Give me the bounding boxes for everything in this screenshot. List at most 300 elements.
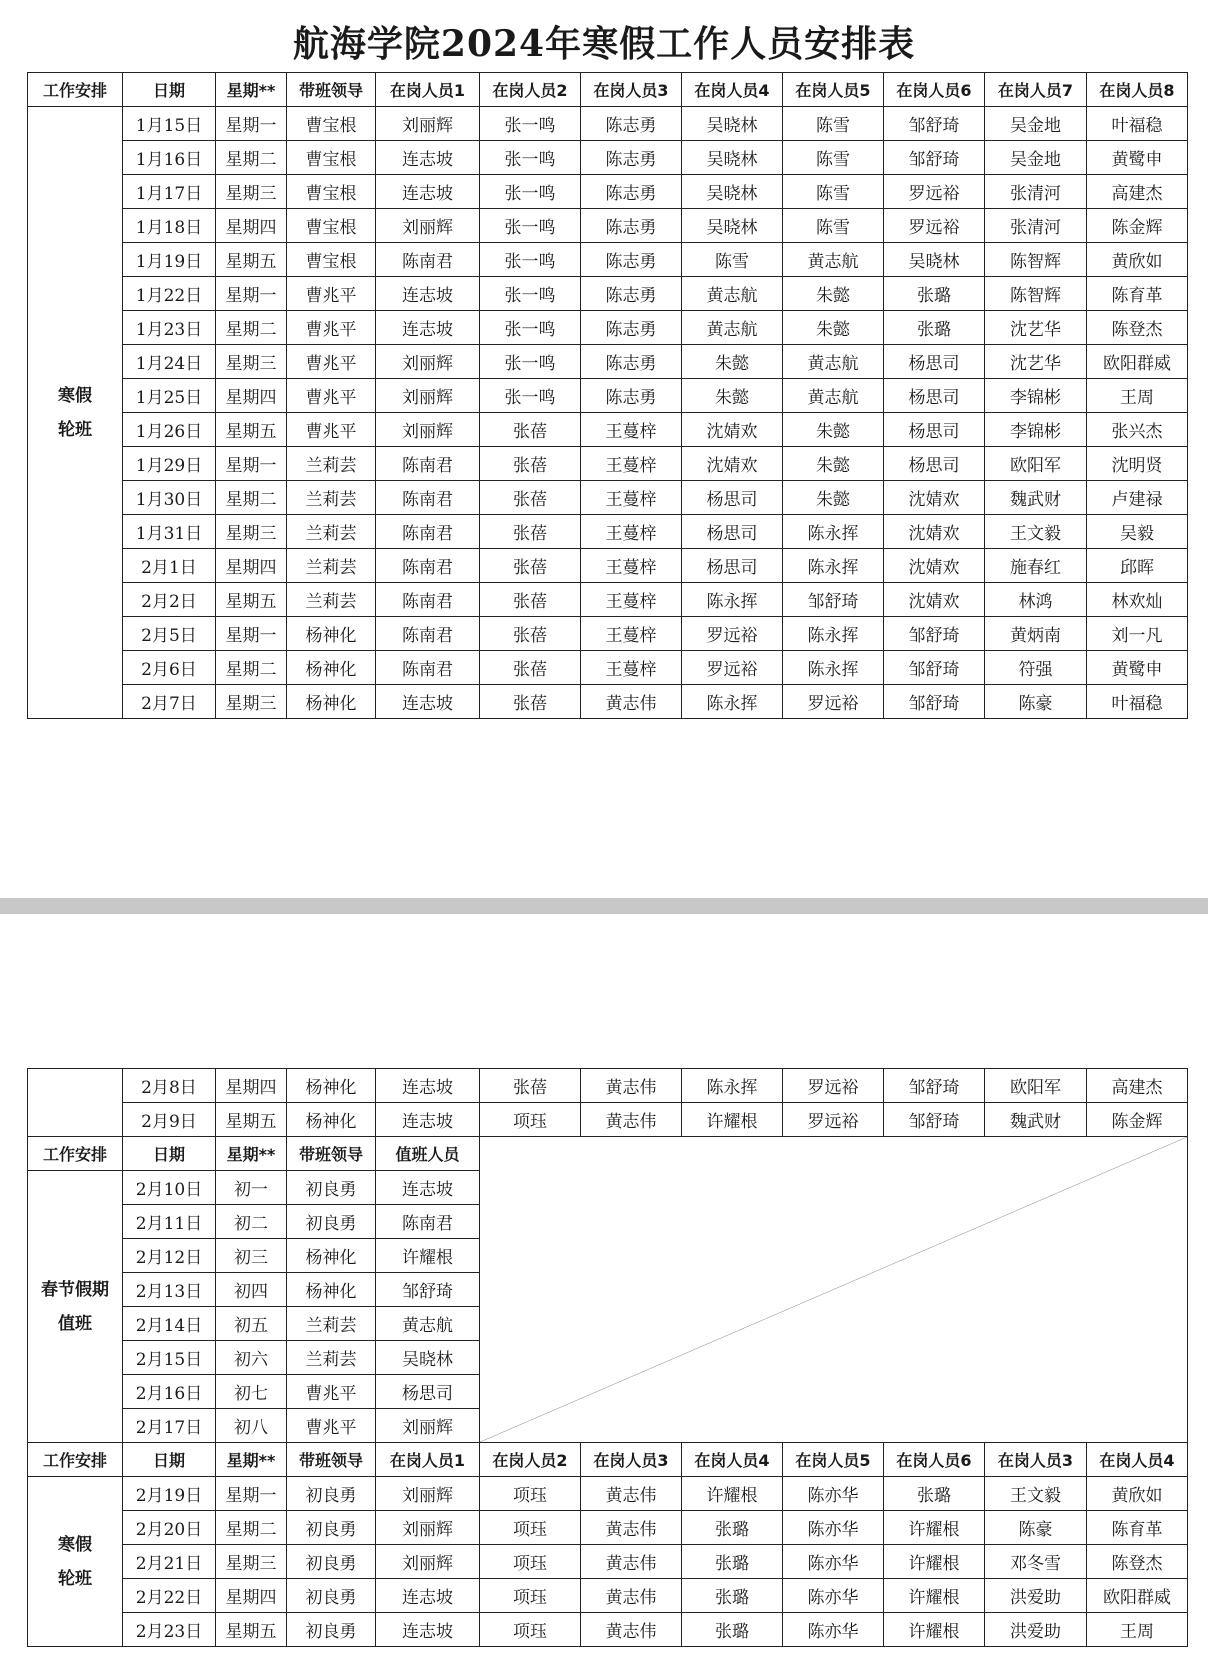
- table-cell: 星期二: [216, 141, 287, 175]
- table-cell: 杨思司: [376, 1375, 480, 1409]
- table-cell: 曹宝根: [287, 141, 376, 175]
- table-cell: 陈南君: [376, 583, 480, 617]
- table-cell: 兰莉芸: [287, 583, 376, 617]
- table-cell: 陈永挥: [783, 515, 884, 549]
- table-row: [28, 1579, 1188, 1613]
- table-cell: 陈南君: [376, 515, 480, 549]
- table-cell: 张蓓: [480, 549, 581, 583]
- table-cell: 邓冬雪: [985, 1545, 1087, 1579]
- column-header: 在岗人员8: [1087, 73, 1188, 107]
- table-cell: 初八: [216, 1409, 287, 1443]
- table-cell: 张蓓: [480, 651, 581, 685]
- table-cell: 2月21日: [123, 1545, 216, 1579]
- table-cell: 星期四: [216, 379, 287, 413]
- column-header: 工作安排: [28, 73, 123, 107]
- table-cell: 欧阳群威: [1087, 1579, 1188, 1613]
- table-cell: 星期五: [216, 1613, 287, 1647]
- table-cell: 陈亦华: [783, 1579, 884, 1613]
- table-row: [28, 1545, 1188, 1579]
- table-cell: 张璐: [682, 1613, 783, 1647]
- table-cell: 朱懿: [682, 345, 783, 379]
- table-cell: 刘丽辉: [376, 1409, 480, 1443]
- table-header-row: [28, 1443, 1188, 1477]
- table-cell: 王蔓梓: [581, 447, 682, 481]
- table-cell: 星期二: [216, 651, 287, 685]
- table-cell: 邹舒琦: [376, 1273, 480, 1307]
- table-cell: 张一鸣: [480, 311, 581, 345]
- table-cell: 黄欣如: [1087, 1477, 1188, 1511]
- table-cell: 2月1日: [123, 549, 216, 583]
- table-cell: 吴晓林: [376, 1341, 480, 1375]
- table-cell: 许耀根: [376, 1239, 480, 1273]
- table-cell: 2月9日: [123, 1103, 216, 1137]
- table-cell: 张一鸣: [480, 277, 581, 311]
- table-cell: 黄志伟: [581, 1103, 682, 1137]
- category-cell: 春节假期值班: [28, 1171, 123, 1443]
- table-cell: 邱晖: [1087, 549, 1188, 583]
- table-cell: 陈志勇: [581, 175, 682, 209]
- table-cell: 2月6日: [123, 651, 216, 685]
- table-cell: 张璐: [682, 1511, 783, 1545]
- table-cell: 1月25日: [123, 379, 216, 413]
- table-cell: 2月12日: [123, 1239, 216, 1273]
- table-row: [28, 1477, 1188, 1511]
- table-cell: 王蔓梓: [581, 583, 682, 617]
- column-header: 在岗人员5: [783, 73, 884, 107]
- table-cell: 1月16日: [123, 141, 216, 175]
- table-cell: 2月2日: [123, 583, 216, 617]
- table-cell: 陈亦华: [783, 1613, 884, 1647]
- table-cell: 朱懿: [783, 413, 884, 447]
- table-cell: 陈雪: [783, 141, 884, 175]
- table-cell: 洪爱助: [985, 1613, 1087, 1647]
- table-cell: 许耀根: [884, 1579, 985, 1613]
- table-row: [28, 243, 1188, 277]
- table-cell: 兰莉芸: [287, 1307, 376, 1341]
- column-header: 在岗人员6: [884, 73, 985, 107]
- table-cell: 张璐: [682, 1545, 783, 1579]
- table-row: [28, 209, 1188, 243]
- table-cell: 初良勇: [287, 1545, 376, 1579]
- table-cell: 魏武财: [985, 481, 1087, 515]
- table-cell: 初良勇: [287, 1205, 376, 1239]
- table-cell: 黄志航: [783, 379, 884, 413]
- table-cell: 陈志勇: [581, 277, 682, 311]
- table-cell: 杨思司: [682, 481, 783, 515]
- table-cell: 陈南君: [376, 1205, 480, 1239]
- column-header: 星期**: [216, 1137, 287, 1171]
- table-cell: 吴金地: [985, 141, 1087, 175]
- table-cell: 刘丽辉: [376, 107, 480, 141]
- table-cell: 2月17日: [123, 1409, 216, 1443]
- table-row: [28, 345, 1188, 379]
- table-cell: 邹舒琦: [884, 1103, 985, 1137]
- table-cell: 陈志勇: [581, 345, 682, 379]
- table-cell: 张蓓: [480, 447, 581, 481]
- table-cell: 黄鹭申: [1087, 141, 1188, 175]
- table-cell: 邹舒琦: [884, 617, 985, 651]
- table-cell: 星期五: [216, 583, 287, 617]
- table-cell: 曹宝根: [287, 209, 376, 243]
- table-cell: 项珏: [480, 1477, 581, 1511]
- table-cell: 杨思司: [682, 515, 783, 549]
- table-cell: 初良勇: [287, 1579, 376, 1613]
- table-cell: 许耀根: [884, 1613, 985, 1647]
- table-cell: 许耀根: [884, 1545, 985, 1579]
- table-cell: 初五: [216, 1307, 287, 1341]
- table-cell: 星期三: [216, 345, 287, 379]
- table-cell: 沈婧欢: [884, 515, 985, 549]
- table-row: [28, 515, 1188, 549]
- table-cell: 张清河: [985, 175, 1087, 209]
- table-cell: 张一鸣: [480, 345, 581, 379]
- table-cell: 1月31日: [123, 515, 216, 549]
- table-row: [28, 141, 1188, 175]
- table-cell: 2月22日: [123, 1579, 216, 1613]
- table-cell: 陈亦华: [783, 1511, 884, 1545]
- table-cell: 卢建禄: [1087, 481, 1188, 515]
- table-cell: 曹宝根: [287, 243, 376, 277]
- table-cell: 杨思司: [884, 345, 985, 379]
- table-cell: 叶福稳: [1087, 685, 1188, 719]
- table-row: [28, 549, 1188, 583]
- table-cell: 曹宝根: [287, 107, 376, 141]
- table-cell: 张璐: [884, 311, 985, 345]
- table-cell: 初三: [216, 1239, 287, 1273]
- table-cell: 黄志伟: [581, 1579, 682, 1613]
- table-cell: 曹宝根: [287, 175, 376, 209]
- table-header-row: [28, 1137, 1188, 1171]
- table-cell: 沈婧欢: [884, 583, 985, 617]
- table-cell: 张蓓: [480, 481, 581, 515]
- table-cell: 初良勇: [287, 1511, 376, 1545]
- column-header: 在岗人员5: [783, 1443, 884, 1477]
- table-cell: 邹舒琦: [783, 583, 884, 617]
- table-row: [28, 617, 1188, 651]
- table-cell: 星期一: [216, 617, 287, 651]
- table-cell: 陈登杰: [1087, 1545, 1188, 1579]
- table-cell: 陈南君: [376, 651, 480, 685]
- table-cell: 王蔓梓: [581, 413, 682, 447]
- table-cell: 黄志航: [783, 345, 884, 379]
- table-cell: 吴晓林: [682, 209, 783, 243]
- table-cell: 陈南君: [376, 243, 480, 277]
- table-cell: 陈育革: [1087, 277, 1188, 311]
- table-cell: 吴晓林: [884, 243, 985, 277]
- table-row: [28, 1103, 1188, 1137]
- table-cell: 吴金地: [985, 107, 1087, 141]
- table-row: [28, 311, 1188, 345]
- table-cell: 初良勇: [287, 1477, 376, 1511]
- column-header: 星期**: [216, 1443, 287, 1477]
- table-cell: 陈豪: [985, 1511, 1087, 1545]
- table-cell: 张一鸣: [480, 107, 581, 141]
- table-cell: 陈雪: [682, 243, 783, 277]
- table-cell: 2月11日: [123, 1205, 216, 1239]
- table-cell: 杨思司: [884, 447, 985, 481]
- table-cell: 兰莉芸: [287, 515, 376, 549]
- table-cell: 符强: [985, 651, 1087, 685]
- table-cell: 陈南君: [376, 481, 480, 515]
- category-cell-continued: [28, 1069, 123, 1137]
- table-cell: 陈智辉: [985, 243, 1087, 277]
- table-cell: 罗远裕: [783, 1103, 884, 1137]
- table-cell: 沈艺华: [985, 345, 1087, 379]
- table-row: [28, 175, 1188, 209]
- table-cell: 罗远裕: [783, 1069, 884, 1103]
- category-cell: 寒假轮班: [28, 107, 123, 719]
- table-cell: 星期五: [216, 1103, 287, 1137]
- table-cell: 黄志伟: [581, 1511, 682, 1545]
- table-cell: 张一鸣: [480, 209, 581, 243]
- column-header: 在岗人员3: [581, 73, 682, 107]
- table-cell: 林鸿: [985, 583, 1087, 617]
- table-cell: 陈亦华: [783, 1545, 884, 1579]
- table-cell: 刘一凡: [1087, 617, 1188, 651]
- table-cell: 罗远裕: [884, 209, 985, 243]
- table-cell: 项珏: [480, 1103, 581, 1137]
- table-cell: 张蓓: [480, 583, 581, 617]
- table-cell: 2月20日: [123, 1511, 216, 1545]
- table-cell: 星期一: [216, 1477, 287, 1511]
- table-cell: 李锦彬: [985, 379, 1087, 413]
- table-cell: 星期四: [216, 549, 287, 583]
- table-cell: 杨思司: [884, 379, 985, 413]
- table-row: [28, 1511, 1188, 1545]
- column-header: 在岗人员1: [376, 73, 480, 107]
- table-cell: 欧阳军: [985, 1069, 1087, 1103]
- table-cell: 1月23日: [123, 311, 216, 345]
- table-cell: 张清河: [985, 209, 1087, 243]
- table-cell: 张蓓: [480, 617, 581, 651]
- table-cell: 兰莉芸: [287, 549, 376, 583]
- table-cell: 刘丽辉: [376, 413, 480, 447]
- table-cell: 初四: [216, 1273, 287, 1307]
- table-cell: 王周: [1087, 379, 1188, 413]
- table-cell: 张璐: [884, 1477, 985, 1511]
- category-cell: 寒假轮班: [28, 1477, 123, 1647]
- table-cell: 陈智辉: [985, 277, 1087, 311]
- table-cell: 黄志航: [376, 1307, 480, 1341]
- table-cell: 星期二: [216, 311, 287, 345]
- table-cell: 兰莉芸: [287, 447, 376, 481]
- table-cell: 1月24日: [123, 345, 216, 379]
- table-cell: 张蓓: [480, 515, 581, 549]
- table-cell: 杨思司: [682, 549, 783, 583]
- column-header: 在岗人员7: [985, 73, 1087, 107]
- column-header: 在岗人员3: [985, 1443, 1087, 1477]
- table-row: [28, 481, 1188, 515]
- table-cell: 张兴杰: [1087, 413, 1188, 447]
- table-cell: 高建杰: [1087, 175, 1188, 209]
- table-cell: 陈永挥: [783, 651, 884, 685]
- table-cell: 陈志勇: [581, 141, 682, 175]
- table-cell: 2月13日: [123, 1273, 216, 1307]
- table-cell: 星期一: [216, 107, 287, 141]
- table-header-row: [28, 73, 1188, 107]
- table-cell: 沈艺华: [985, 311, 1087, 345]
- table-cell: 刘丽辉: [376, 379, 480, 413]
- table-cell: 陈永挥: [682, 1069, 783, 1103]
- table-cell: 邹舒琦: [884, 651, 985, 685]
- table-cell: 欧阳军: [985, 447, 1087, 481]
- table-row: [28, 107, 1188, 141]
- table-cell: 朱懿: [783, 447, 884, 481]
- column-header: 带班领导: [287, 1137, 376, 1171]
- table-cell: 2月7日: [123, 685, 216, 719]
- table-cell: 连志坡: [376, 685, 480, 719]
- table-cell: 张蓓: [480, 1069, 581, 1103]
- table-cell: 黄志伟: [581, 1545, 682, 1579]
- table-cell: 1月18日: [123, 209, 216, 243]
- table-cell: 陈登杰: [1087, 311, 1188, 345]
- table-cell: 许耀根: [884, 1511, 985, 1545]
- table-cell: 陈志勇: [581, 379, 682, 413]
- table-cell: 沈婧欢: [884, 549, 985, 583]
- table-cell: 沈婧欢: [884, 481, 985, 515]
- table-cell: 张一鸣: [480, 141, 581, 175]
- page-2: [0, 914, 1208, 1672]
- blank-diagonal-cell: [480, 1137, 1188, 1443]
- table-cell: 曹兆平: [287, 345, 376, 379]
- column-header: 在岗人员3: [581, 1443, 682, 1477]
- diagonal-line: [480, 1137, 1187, 1442]
- table-cell: 曹兆平: [287, 277, 376, 311]
- table-cell: 2月16日: [123, 1375, 216, 1409]
- table-cell: 黄鹭申: [1087, 651, 1188, 685]
- table-cell: 黄志伟: [581, 1477, 682, 1511]
- table-cell: 王蔓梓: [581, 651, 682, 685]
- table-cell: 陈永挥: [682, 583, 783, 617]
- table-cell: 项珏: [480, 1511, 581, 1545]
- table-cell: 星期四: [216, 209, 287, 243]
- table-cell: 王周: [1087, 1613, 1188, 1647]
- table-cell: 曹兆平: [287, 1409, 376, 1443]
- table-cell: 叶福稳: [1087, 107, 1188, 141]
- table-cell: 1月19日: [123, 243, 216, 277]
- table-cell: 王蔓梓: [581, 617, 682, 651]
- table-cell: 星期三: [216, 515, 287, 549]
- table-cell: 1月15日: [123, 107, 216, 141]
- column-header: 日期: [123, 73, 216, 107]
- table-cell: 魏武财: [985, 1103, 1087, 1137]
- table-cell: 陈南君: [376, 447, 480, 481]
- table-cell: 刘丽辉: [376, 1545, 480, 1579]
- table-row: [28, 583, 1188, 617]
- table-cell: 吴毅: [1087, 515, 1188, 549]
- table-cell: 黄志航: [682, 311, 783, 345]
- table-cell: 兰莉芸: [287, 1341, 376, 1375]
- table-cell: 许耀根: [682, 1477, 783, 1511]
- table-cell: 黄志伟: [581, 1613, 682, 1647]
- table-cell: 星期三: [216, 175, 287, 209]
- table-cell: 陈豪: [985, 685, 1087, 719]
- table-cell: 李锦彬: [985, 413, 1087, 447]
- column-header: 星期**: [216, 73, 287, 107]
- column-header: 带班领导: [287, 73, 376, 107]
- table-cell: 连志坡: [376, 1103, 480, 1137]
- table-cell: 杨神化: [287, 1103, 376, 1137]
- table-cell: 初六: [216, 1341, 287, 1375]
- table-cell: 刘丽辉: [376, 1477, 480, 1511]
- table-row: [28, 277, 1188, 311]
- table-cell: 2月8日: [123, 1069, 216, 1103]
- table-cell: 刘丽辉: [376, 209, 480, 243]
- column-header: 在岗人员2: [480, 73, 581, 107]
- table-cell: 杨神化: [287, 685, 376, 719]
- table-row: [28, 685, 1188, 719]
- table-cell: 连志坡: [376, 141, 480, 175]
- table-cell: 2月15日: [123, 1341, 216, 1375]
- table-cell: 陈金辉: [1087, 1103, 1188, 1137]
- table-cell: 朱懿: [783, 311, 884, 345]
- table-row: [28, 1069, 1188, 1103]
- column-header: 在岗人员1: [376, 1443, 480, 1477]
- table-cell: 初七: [216, 1375, 287, 1409]
- table-cell: 张蓓: [480, 685, 581, 719]
- table-cell: 朱懿: [682, 379, 783, 413]
- table-cell: 张璐: [682, 1579, 783, 1613]
- table-cell: 王蔓梓: [581, 515, 682, 549]
- table-cell: 罗远裕: [783, 685, 884, 719]
- table-cell: 林欢灿: [1087, 583, 1188, 617]
- table-cell: 连志坡: [376, 1579, 480, 1613]
- table-cell: 星期五: [216, 413, 287, 447]
- table-cell: 1月17日: [123, 175, 216, 209]
- table-cell: 朱懿: [783, 277, 884, 311]
- table-cell: 刘丽辉: [376, 345, 480, 379]
- table-cell: 吴晓林: [682, 107, 783, 141]
- table-cell: 杨神化: [287, 1069, 376, 1103]
- table-cell: 邹舒琦: [884, 685, 985, 719]
- table-cell: 沈明贤: [1087, 447, 1188, 481]
- column-header: 在岗人员2: [480, 1443, 581, 1477]
- table-cell: 黄志航: [783, 243, 884, 277]
- table-cell: 星期五: [216, 243, 287, 277]
- table-cell: 黄志伟: [581, 685, 682, 719]
- table-cell: 陈南君: [376, 617, 480, 651]
- table-cell: 曹兆平: [287, 379, 376, 413]
- table-cell: 陈育革: [1087, 1511, 1188, 1545]
- table-cell: 连志坡: [376, 277, 480, 311]
- table-cell: 陈志勇: [581, 209, 682, 243]
- table-cell: 张璐: [884, 277, 985, 311]
- table-cell: 王文毅: [985, 515, 1087, 549]
- table-cell: 杨思司: [884, 413, 985, 447]
- table-cell: 初良勇: [287, 1171, 376, 1205]
- table-cell: 许耀根: [682, 1103, 783, 1137]
- table-cell: 黄志航: [682, 277, 783, 311]
- table-cell: 2月14日: [123, 1307, 216, 1341]
- table-cell: 王文毅: [985, 1477, 1087, 1511]
- table-cell: 初二: [216, 1205, 287, 1239]
- table-cell: 欧阳群威: [1087, 345, 1188, 379]
- table-cell: 吴晓林: [682, 175, 783, 209]
- table-cell: 杨神化: [287, 1273, 376, 1307]
- table-cell: 王蔓梓: [581, 549, 682, 583]
- table-cell: 沈婧欢: [682, 413, 783, 447]
- column-header: 值班人员: [376, 1137, 480, 1171]
- table-cell: 张一鸣: [480, 243, 581, 277]
- table-cell: 陈永挥: [682, 685, 783, 719]
- table-cell: 陈雪: [783, 175, 884, 209]
- table-cell: 陈永挥: [783, 549, 884, 583]
- winter-schedule-table: [27, 72, 1188, 719]
- table-cell: 初良勇: [287, 1613, 376, 1647]
- table-cell: 邹舒琦: [884, 107, 985, 141]
- table-cell: 张一鸣: [480, 175, 581, 209]
- table-cell: 陈亦华: [783, 1477, 884, 1511]
